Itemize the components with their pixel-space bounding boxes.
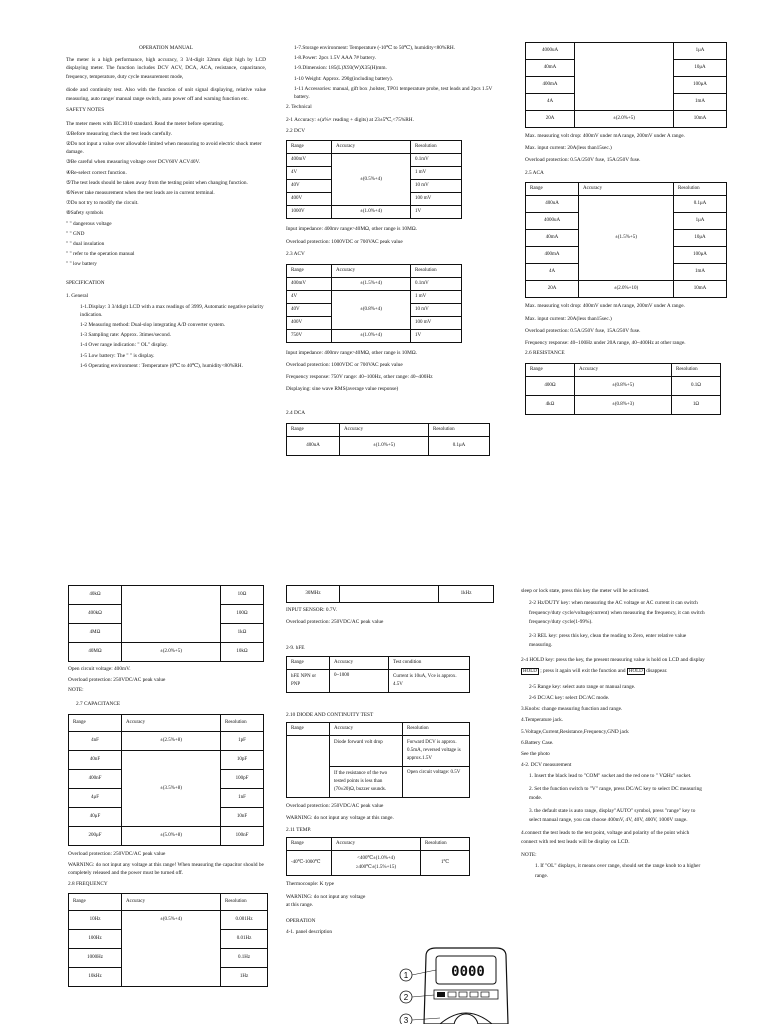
table-header: Range <box>287 424 340 437</box>
table-cell: 1μA <box>674 213 727 230</box>
table-row <box>526 396 721 415</box>
general-list <box>66 303 266 370</box>
table-row <box>526 377 721 396</box>
table-cell: 100Ω <box>221 605 264 624</box>
frequency-note: Overload protection: 250VDC/AC peak value <box>286 619 384 626</box>
safety-line: ⑦Do not try to modify the circuit. <box>66 200 139 207</box>
table-cell: 20A <box>526 281 579 298</box>
table-cell: 100 mV <box>411 316 462 329</box>
table-row <box>287 735 470 766</box>
resistance-table <box>525 363 721 415</box>
table-header-row <box>69 894 268 911</box>
table-header: Accuracy <box>332 838 421 851</box>
table-header: Resolution <box>411 141 462 154</box>
safety-line: ⑤The test leads should be taken away from the testing point when changing function. <box>66 179 248 186</box>
capacitance-table <box>68 714 264 846</box>
dcv-step: 1. Insert the black lead to "COM" socket and the red one to " VΩHz" socket. <box>529 773 692 780</box>
accuracy-note: 2-1 Accuracy: ±(a%× reading + digits) at 23±5℃,<75%RH. <box>286 117 414 124</box>
diode-table <box>286 722 470 798</box>
table-cell: 40MΩ <box>69 643 122 662</box>
table-cell: 20A <box>526 111 575 128</box>
table-header-row <box>287 424 490 437</box>
general-cont-list <box>286 44 504 101</box>
safety-line: ①Before measuring check the test leads carefully. <box>66 130 173 137</box>
symbol-line: " " low battery <box>66 261 97 268</box>
table-cell: 0.1Hz <box>221 949 268 968</box>
frequency-heading: 2.8 FREQUENCY <box>68 880 108 887</box>
table-cell: 40μF <box>69 808 122 827</box>
table-row <box>69 827 264 846</box>
table-cell: 10μA <box>674 230 727 247</box>
hold-text: 2-4 HOLD key: press the key, the present measuring value is hold on LCD and display <box>521 656 705 663</box>
symbol-line: " " refer to the operation manual <box>66 251 135 258</box>
table-cell: 400nF <box>69 770 122 789</box>
callout-label: 1 <box>403 971 409 980</box>
panel-line: sleep or lock state, press this key the meter will be activated. <box>521 588 650 594</box>
table-cell: 100pF <box>221 770 264 789</box>
panel-line: 2-5 Range key: select auto range or manual range. <box>529 683 636 690</box>
table-cell: 100 mV <box>411 193 462 206</box>
column-3-top <box>525 42 727 415</box>
table-cell: 400mV <box>287 277 332 290</box>
table-cell: 4V <box>287 290 332 303</box>
table-header: Accuracy <box>330 722 403 735</box>
table-cell: 4kΩ <box>526 396 575 415</box>
table-header: Resolution <box>674 183 727 196</box>
table-cell: 10mA <box>674 281 727 298</box>
intro-paragraph-1: The meter is a high performance, high accuracy, 3 3/4-digit 32mm digit high by LCD displaying meter. The function includes DCV ACV, DCA, ACA, resistance, capacitance, frequency, temperature, duty cycle measurement mode, <box>66 57 266 80</box>
temp-note: Thermocouple: K type <box>286 881 334 888</box>
note-heading: NOTE: <box>521 851 537 858</box>
table-cell: 1mA <box>674 94 727 111</box>
table-header-row <box>287 264 462 277</box>
hold-indicator: HOLD <box>628 668 643 674</box>
table-header: Range <box>526 183 579 196</box>
safety-line: The meter meets with IEC1010 standard. Read the meter before operating. <box>66 120 224 127</box>
panel-line: 4.Temperature jack. <box>521 717 564 724</box>
table-cell: 0.001Hz <box>221 911 268 930</box>
table-header: Range <box>287 656 330 669</box>
table-cell: 1V <box>411 206 462 219</box>
temp-accuracy-high: ≥400℃±(1.5%+15) <box>355 865 397 871</box>
table-cell: ±(1.5%+5) <box>579 196 674 281</box>
table-row <box>287 437 490 456</box>
table-cell: 10kHz <box>69 968 122 987</box>
table-cell: 4000uA <box>526 213 579 230</box>
table-row <box>287 290 462 303</box>
dcv-note: Input impedance: 400mv range>40MΩ, other range is 10MΩ. <box>286 226 418 233</box>
table-cell: Open circuit voltage: 0.5V <box>403 766 470 797</box>
table-cell: ±(1.0%+4) <box>332 206 411 219</box>
acv-heading: 2.3 ACV <box>286 250 305 257</box>
table-row <box>287 154 462 167</box>
table-cell: 10Hz <box>69 911 122 930</box>
multimeter-illustration <box>396 946 516 1024</box>
column-1-bottom <box>68 585 266 987</box>
table-cell: 400uA <box>287 437 340 456</box>
table-cell: 1000Hz <box>69 949 122 968</box>
table-row <box>69 732 264 751</box>
table-cell: 400mA <box>526 247 579 264</box>
table-header: Accuracy <box>330 656 389 669</box>
general-line: 1-4 Over range indication: " OL" display. <box>80 342 168 349</box>
table-cell: 40nF <box>69 751 122 770</box>
table-row <box>287 206 462 219</box>
acv-note: Overload protection: 1000VDC or 700VAC peak value <box>286 361 403 368</box>
table-cell: ±(0.8%+4) <box>332 290 411 329</box>
table-header: Range <box>287 264 332 277</box>
aca-heading: 2.5 ACA <box>525 169 544 176</box>
table-cell: 0.01Hz <box>221 930 268 949</box>
acv-table <box>286 264 462 343</box>
symbol-line: " " GND <box>66 230 85 237</box>
acv-note: Displaying: sine wave RMS(average value response) <box>286 386 399 393</box>
acv-note: Frequency response: 750V range: 40~100Hz, other range: 40~400Hz <box>286 374 433 381</box>
table-cell: 1kΩ <box>221 624 264 643</box>
hfe-table <box>286 656 470 693</box>
table-header: Range <box>287 722 330 735</box>
dcv-heading: 2.2 DCV <box>286 127 306 134</box>
hold-text: ; press it again will exit the function and <box>540 667 626 674</box>
table-row <box>526 43 727 60</box>
meter-button <box>437 992 445 997</box>
safety-line: ⑥Never take measurement when the test leads are in current terminal. <box>66 190 215 197</box>
table-cell: 10pF <box>221 751 264 770</box>
panel-line: 2-2 Hz/DUTY key: when measuring the AC voltage or AC current it can switch frequency/duty cycle/voltage(current) when measuring the frequency, it can switch frequency/duty cycle(1-99%). <box>529 600 705 626</box>
safety-heading: SAFETY NOTES <box>66 106 105 113</box>
dcv-measurement-heading: 4-2. DCV measurement <box>521 762 572 769</box>
safety-line: ④Re-select correct function. <box>66 169 127 176</box>
panel-line: 2-6 DC/AC key: select DC/AC mode. <box>529 694 610 701</box>
frequency-table-cont <box>286 585 494 603</box>
table-cell: 100nF <box>221 827 264 846</box>
table-cell: 1nF <box>221 789 264 808</box>
callout-label: 3 <box>403 1016 409 1024</box>
table-header: Resolution <box>221 894 268 911</box>
table-header: Resolution <box>403 722 470 735</box>
table-cell: ±(1.0%+4) <box>332 329 411 342</box>
diode-warning: WARNING: do not input any voltage at this range. <box>286 815 394 822</box>
table-cell: 4nF <box>69 732 122 751</box>
table-header-row <box>526 364 721 377</box>
table-cell: Forward DCV is approx. 0.5mA, reversed voltage is approx.1.5V <box>403 735 470 766</box>
table-header: Range <box>526 364 575 377</box>
hold-text: disappear. <box>646 667 668 674</box>
table-header: Accuracy <box>122 715 221 732</box>
table-header: Accuracy <box>575 364 672 377</box>
dcv-table <box>286 140 462 219</box>
table-cell: 40V <box>287 303 332 316</box>
table-cell: 4000uA <box>526 43 575 60</box>
table-cell: 400Ω <box>526 377 575 396</box>
table-cell: 10nF <box>221 808 264 827</box>
general-heading: 1. General <box>66 293 89 300</box>
table-cell: 1Ω <box>672 396 721 415</box>
aca-note: Max. measuring volt drop: 400mV under mA range, 200mV under A range. <box>525 303 685 310</box>
general-line: 1-1.Display: 3 3/4digit LCD with a max readings of 3999, Automatic negative polarity indication. <box>80 303 264 318</box>
table-cell: 4A <box>526 264 579 281</box>
manual-title: OPERATION MANUAL <box>139 45 193 51</box>
temp-heading: 2.11 TEMP. <box>286 827 312 834</box>
table-cell <box>575 43 674 111</box>
table-cell: 1V <box>411 329 462 342</box>
table-cell: ±(2.5%+8) <box>122 732 221 751</box>
table-cell: 10 mV <box>411 180 462 193</box>
panel-line: 6.Battery Case. <box>521 739 554 746</box>
table-cell: 10 mV <box>411 303 462 316</box>
table-cell: hFE NPN or PNP <box>287 669 330 692</box>
table-header-row <box>526 183 727 196</box>
resistance-table-cont <box>68 585 264 662</box>
table-header: Resolution <box>421 838 470 851</box>
table-row <box>287 277 462 290</box>
table-row <box>526 281 727 298</box>
table-header: Accuracy <box>579 183 674 196</box>
table-row <box>526 196 727 213</box>
column-1-top <box>66 44 266 372</box>
table-cell: 100Hz <box>69 930 122 949</box>
table-header: Accuracy <box>332 141 411 154</box>
table-cell: ±(5.0%+8) <box>122 827 221 846</box>
table-cell: 0.1Ω <box>672 377 721 396</box>
table-cell: 1 mV <box>411 167 462 180</box>
table-row <box>287 669 470 692</box>
table-cell: 400uA <box>526 196 579 213</box>
table-cell: 1 mV <box>411 290 462 303</box>
table-row <box>69 643 264 662</box>
panel-line: See the photo <box>521 750 550 757</box>
symbol-list <box>66 220 266 269</box>
table-row <box>69 911 268 930</box>
column-2-top <box>286 44 504 462</box>
table-cell: 1pF <box>221 732 264 751</box>
dca-note: Overload protection: 0.5A/250V fuse, 15A/250V fuse. <box>525 157 641 164</box>
panel-heading: 4-1. panel description <box>286 929 333 936</box>
aca-note: Overload protection: 0.5A/250V fuse, 15A/250V fuse. <box>525 327 641 334</box>
table-cell: ±(1.0%+5) <box>340 437 429 456</box>
technical-heading: 2. Technical <box>286 104 312 111</box>
table-cell: 400V <box>287 316 332 329</box>
panel-line: 5.Voltage,Current,Resistance,Frequency,GND jack <box>521 728 629 735</box>
table-cell: 10kΩ <box>221 643 264 662</box>
table-cell: If the resistance of the two tested points is less than (70±20)Ω, buzzer sounds. <box>330 766 403 797</box>
table-row <box>287 851 470 876</box>
table-header: Resolution <box>411 264 462 277</box>
temp-table <box>286 837 470 876</box>
table-header: Range <box>69 715 122 732</box>
table-cell: 1Hz <box>221 968 268 987</box>
table-cell: 0.1mV <box>411 154 462 167</box>
table-row <box>526 111 727 128</box>
table-header: Range <box>69 894 122 911</box>
table-header: Accuracy <box>340 424 429 437</box>
table-cell: 0.1mV <box>411 277 462 290</box>
diode-heading: 2.10 DIODE AND CONTINUITY TEST <box>286 711 374 718</box>
table-cell <box>332 851 421 876</box>
table-cell: 750V <box>287 329 332 342</box>
column-2-bottom <box>286 585 498 942</box>
table-cell: 30MHz <box>287 586 340 603</box>
general-line: 1-2 Measuring method: Dual-slop integrating A/D converter system. <box>80 322 226 329</box>
capacitance-heading: 2.7 CAPACITANCE <box>76 701 121 708</box>
table-cell: ±(3.5%+8) <box>122 751 221 827</box>
spec-heading: SPECIFICATION <box>66 279 105 286</box>
table-cell: ±(0.8%+5) <box>575 377 672 396</box>
table-cell: 0.1μA <box>429 437 490 456</box>
table-cell: 4A <box>526 94 575 111</box>
diode-note: Overload protection: 250VDC/AC peak value <box>286 802 384 809</box>
table-cell: 10μA <box>674 60 727 77</box>
callout-label: 2 <box>403 993 409 1002</box>
general-line: 1-8.Power: 2pcs 1.5V AAA 7# battery. <box>294 55 376 62</box>
table-cell: 200μF <box>69 827 122 846</box>
dcv-step: 3. the default state is auto range, display"AUTO" symbol, press "range" key to select manual range, you can choose 400mV, 4V, 40V, 400V, 1000V range. <box>529 807 696 824</box>
capacitance-warning: WARNING: do not input any voltage at this range! When measuring the capacitor should be completely released and the power must be turned off. <box>68 862 264 877</box>
table-cell: 40kΩ <box>69 586 122 605</box>
table-header: Range <box>287 141 332 154</box>
table-cell: ±(0.5%+4) <box>122 911 221 987</box>
table-cell: 4V <box>287 167 332 180</box>
table-cell: ±(0.5%+4) <box>332 154 411 206</box>
hold-key-description <box>521 655 707 677</box>
table-header: Test condition <box>389 656 470 669</box>
table-row <box>69 586 264 605</box>
table-cell: 400V <box>287 193 332 206</box>
table-header-row <box>69 715 264 732</box>
dca-table <box>286 423 490 456</box>
dca-table-cont <box>525 42 727 128</box>
table-cell: ±(1.5%+4) <box>332 277 411 290</box>
aca-note: Frequency response: 40~100Hz under 20A range, 40~400Hz at other range. <box>525 340 686 347</box>
table-cell: ±(2.0%+5) <box>122 643 221 662</box>
hold-indicator: HOLD <box>523 668 537 674</box>
dca-note: Max. measuring volt drop: 400mV under mA range, 200mV under A range. <box>525 133 685 139</box>
table-cell: ±(2.0%+10) <box>579 281 674 298</box>
table-cell: 100μA <box>674 77 727 94</box>
table-cell: 400mV <box>287 154 332 167</box>
table-header: Resolution <box>221 715 264 732</box>
table-header: Accuracy <box>122 894 221 911</box>
table-cell <box>287 735 330 797</box>
table-row <box>287 586 494 603</box>
operation-heading: OPERATION <box>286 918 316 925</box>
safety-line: ②Do not input a value over allowable limited when measuring to avoid electric shock meter damage. <box>66 141 262 156</box>
table-header: Resolution <box>429 424 490 437</box>
table-cell: 40mA <box>526 230 579 247</box>
table-cell: 4MΩ <box>69 624 122 643</box>
table-cell: 40V <box>287 180 332 193</box>
table-cell: 0.1μA <box>674 196 727 213</box>
table-cell: 1℃ <box>421 851 470 876</box>
table-cell: 1000V <box>287 206 332 219</box>
table-cell: 400kΩ <box>69 605 122 624</box>
table-cell: 10Ω <box>221 586 264 605</box>
panel-line: 3.Knobs: change measuring function and range. <box>521 706 623 713</box>
frequency-note: INPUT SENSOR: 0.7V. <box>286 607 338 613</box>
general-line: 1-11 Accessories: manual, gift box ,holster, TP01 temperature probe, test leads and 2pcs 1.5V battery. <box>294 85 493 101</box>
resistance-note: Overload protection: 250VDC/AC peak value <box>68 677 166 684</box>
general-line: 1-7.Storage environment: Temperature (-10℃ to 50℃), humidity<80%RH. <box>294 45 456 51</box>
general-line: 1-9.Dimension: 185(L)X93(W)X35(H)mm. <box>294 65 387 72</box>
table-cell: 1μA <box>674 43 727 60</box>
frequency-table <box>68 893 268 987</box>
table-row <box>287 329 462 342</box>
table-cell: 10mA <box>674 111 727 128</box>
table-cell: Current is 10uA, Vce is approx. 4.5V <box>389 669 470 692</box>
table-cell: 1kHz <box>439 586 494 603</box>
table-cell: 0~1000 <box>330 669 389 692</box>
temp-accuracy-low: <400℃±(1.0%+4) <box>357 856 395 862</box>
table-cell: 40mA <box>526 60 575 77</box>
column-3-bottom <box>521 587 707 887</box>
resistance-note: Open circuit voltage: 400mV. <box>68 666 131 672</box>
table-cell: 100μA <box>674 247 727 264</box>
table-cell: -40℃-1000℃ <box>287 851 332 876</box>
general-line: 1-3 Sampling rate: Approx. 3times/second. <box>80 332 171 339</box>
table-cell: ±(0.8%+3) <box>575 396 672 415</box>
table-cell <box>122 586 221 643</box>
table-header-row <box>287 656 470 669</box>
acv-note: Input impedance: 400mv range>40MΩ, other range is 10MΩ. <box>286 349 418 356</box>
safety-line: ③Be careful when measuring voltage over DCV60V ACV40V. <box>66 159 201 166</box>
safety-list <box>66 120 266 218</box>
table-cell: 1mA <box>674 264 727 281</box>
table-cell <box>340 586 439 603</box>
intro-paragraph-2: diode and continuity test. Also with the function of unit signal displaying, relative value measuring, auto range/ manual range switch, auto power off and warning function etc. <box>66 87 266 102</box>
resistance-heading: 2.6 RESISTANCE <box>525 350 565 357</box>
table-row <box>69 751 264 770</box>
dca-heading: 2.4 DCA <box>286 410 306 417</box>
note-heading: NOTE: <box>68 687 84 694</box>
note-line: 1. If "OL" displays, it means over range, should set the range knob to a higher range. <box>535 863 701 879</box>
general-line: 1-5 Low battery: The " " is display. <box>80 352 155 359</box>
general-line: 1-6 Operating environment : Temperature (0℃ to 40℃), humidity<80%RH. <box>80 362 243 369</box>
dca-note: Max. input current: 20A(less than15sec.) <box>525 145 612 152</box>
symbol-line: " " dangerous voltage <box>66 220 112 227</box>
symbol-line: " " dual insulation <box>66 241 105 248</box>
table-header-row <box>287 141 462 154</box>
table-cell: 400mA <box>526 77 575 94</box>
aca-note: Max. input current: 20A(less than15sec.) <box>525 315 612 322</box>
temp-warning: WARNING: do not input any voltage at this range. <box>286 893 366 908</box>
aca-table <box>525 182 727 298</box>
panel-line: 2-3 REL key: press this key, clean the reading to Zero, enter relative value measuring. <box>529 632 687 649</box>
capacitance-note: Overload protection: 250VDC/AC peak value <box>68 851 166 857</box>
general-line: 1-10 Weight: Approx. 290g(including battery). <box>294 75 393 82</box>
table-header: Accuracy <box>332 264 411 277</box>
dcv-step: 2. Set the function switch to "V" range, press DC/AC key to select DC measuring mode. <box>529 785 702 802</box>
safety-line: ⑧Safety symbols <box>66 210 104 217</box>
table-header: Range <box>287 838 332 851</box>
table-header: Resolution <box>672 364 721 377</box>
hfe-heading: 2-9. hFE <box>286 645 305 652</box>
table-cell: Diode forward volt drop <box>330 735 403 766</box>
dcv-step: 4.connect the test leads to the test point, voltage and polarity of the point which connect with red test leads will be display on LCD. <box>521 829 690 846</box>
table-cell: ±(2.0%+5) <box>575 111 674 128</box>
table-header-row <box>287 722 470 735</box>
table-header-row <box>287 838 470 851</box>
table-cell: 4μF <box>69 789 122 808</box>
dcv-note: Overload protection: 1000VDC or 700VAC peak value <box>286 238 403 245</box>
meter-lcd-digits: 0000 <box>451 964 485 980</box>
